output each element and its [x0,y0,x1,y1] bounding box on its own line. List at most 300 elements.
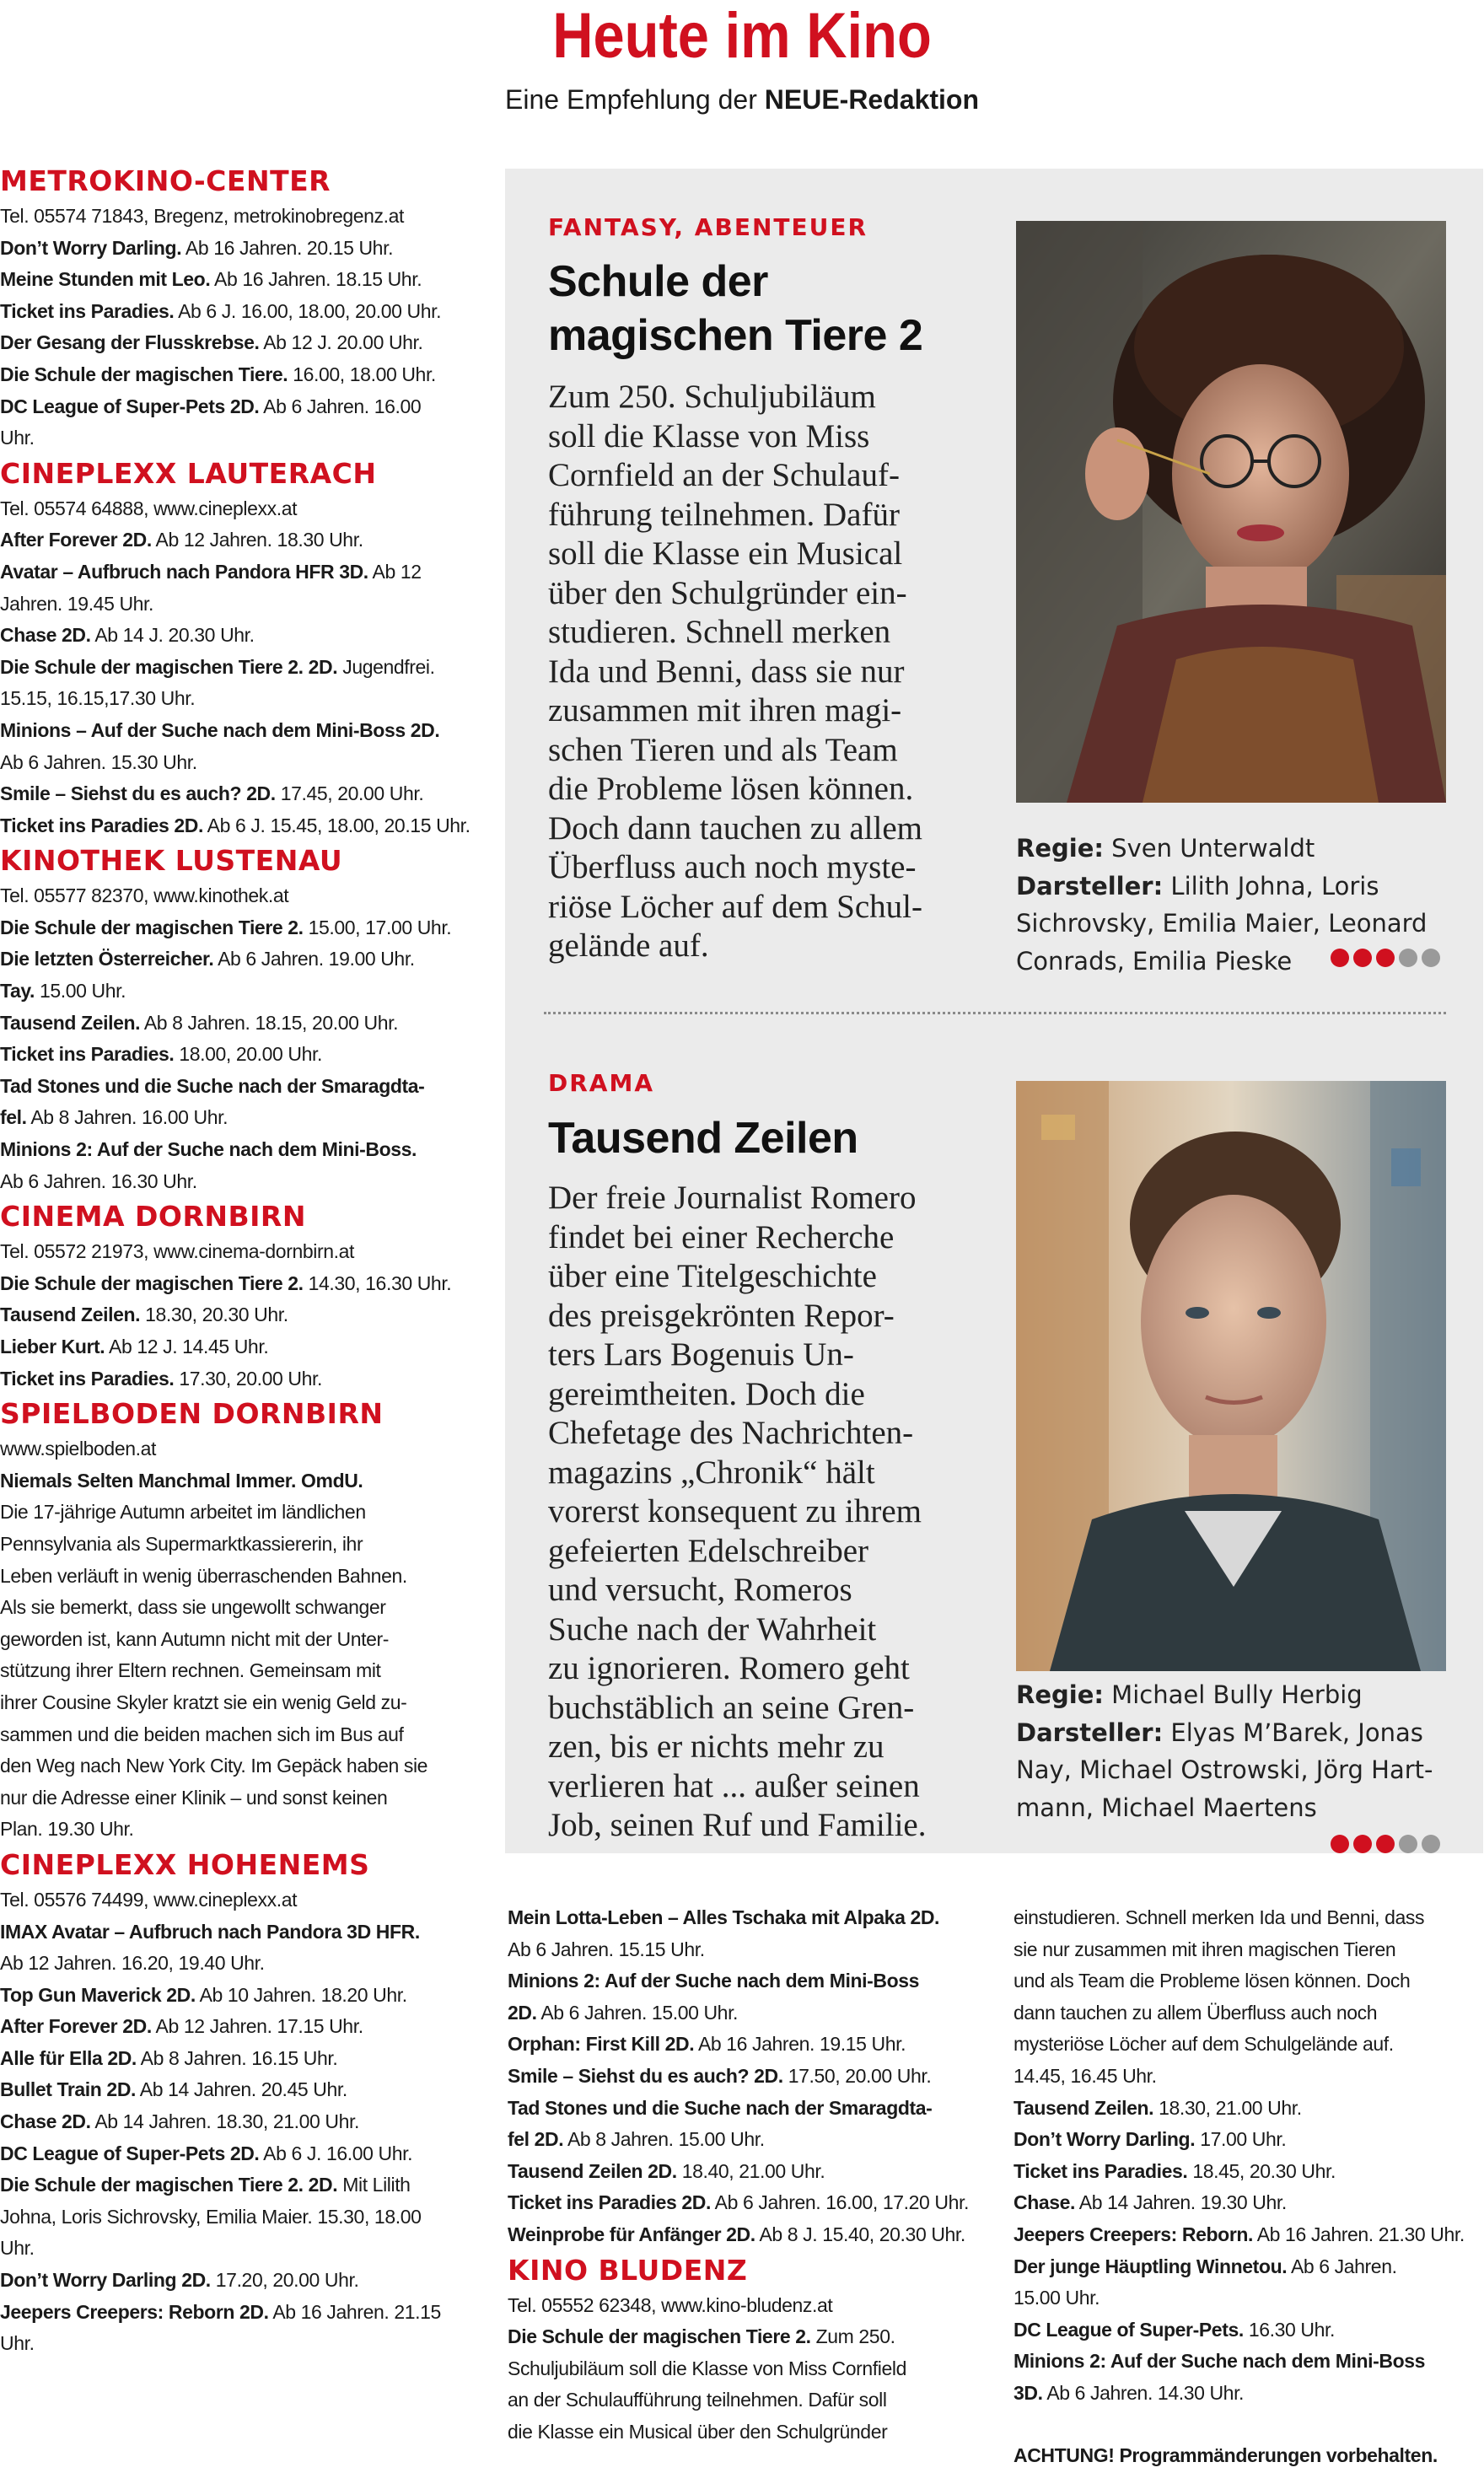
feature1-photo [1016,221,1446,803]
listing-detail: 18.30, 20.30 Uhr. [140,1304,288,1326]
movie-title: Die Schule der magischen Tiere 2. 2D. [0,2174,338,2196]
listing-line [0,715,489,747]
listing-line [1014,1934,1484,1966]
listing-detail: stützung ihrer Eltern rechnen. Gemeinsam mit [0,1659,381,1682]
listing-line [0,2043,489,2075]
movie-title: Bullet Train 2D. [0,2078,137,2101]
listing-detail: und als Team die Probleme lösen können. Doch [1014,1970,1411,1992]
listing-line [508,2321,997,2353]
listing-line [0,1687,489,1719]
listing-detail: 15.00 Uhr. [1014,2287,1100,2309]
movie-title: Tausend Zeilen. [1014,2096,1154,2119]
movie-title: Tay. [0,980,35,1003]
listing-line [1014,2346,1484,2378]
listing-detail: Johna, Loris Sichrovsky, Emilia Maier. 15.30, 18.00 [0,2205,422,2228]
text-line: magazins „Chronik“ hält [548,1454,875,1491]
text-line: die Probleme lösen können. [548,771,914,807]
rating-dot-filled [1353,1835,1372,1853]
listing-detail: 15.00 Uhr. [35,980,126,1003]
listing-detail: Tel. 05574 64888, www.cineplexx.at [0,497,298,519]
listing-detail: die Klasse ein Musical über den Schulgründer [508,2420,888,2443]
listing-line [1014,1965,1484,1997]
listing-line [0,1071,489,1103]
listing-detail: Tel. 05576 74499, www.cineplexx.at [0,1888,298,1911]
listing-line [0,1236,489,1268]
listing-line [0,1465,489,1497]
movie-title: Minions 2: Auf der Suche nach dem Mini-Boss [508,1970,920,1992]
listing-line [0,1299,489,1331]
movie-title: Don’t Worry Darling. [0,236,182,259]
feature2-photo [1016,1081,1446,1671]
movie-title: Top Gun Maverick 2D. [0,1983,196,2006]
text-line: Zum 250. Schuljubiläum [548,379,876,415]
listing-detail: 14.30, 16.30 Uhr. [303,1271,452,1294]
listing-detail: 17.45, 20.00 Uhr. [275,782,424,805]
listing-line [1014,1997,1484,2029]
rating-dot-filled [1376,949,1395,967]
listing-detail: Als sie bemerkt, dass sie ungewollt schwanger [0,1596,386,1619]
listing-detail: Uhr. [0,427,35,449]
listing-line [1014,2282,1484,2314]
movie-title: Tausend Zeilen. [0,1304,141,1326]
listing-line [1014,2156,1484,2188]
listing-detail: Plan. 19.30 Uhr. [0,1818,134,1841]
text-line: verlieren hat ... außer seinen [548,1767,920,1804]
listing-line [0,2328,489,2360]
listing-detail: Die 17-jährige Autumn arbeitet im ländlichen [0,1501,366,1524]
listing-detail: Zum 250. [810,2325,895,2348]
movie-title: 3D. [1014,2381,1043,2404]
darsteller-line: mann, Michael Maertens [1016,1793,1317,1822]
listing-detail: Ab 6 Jahren. 15.30 Uhr. [0,750,197,773]
listing-line [0,1916,489,1949]
movie-title: Die Schule der magischen Tiere 2. 2D. [0,655,338,678]
feature2-body [548,1179,1020,1846]
cinema-name: CINEMA DORNBIRN [0,1200,306,1234]
listing-line [0,2106,489,2138]
listing-detail: Jahren. 19.45 Uhr. [0,592,154,615]
listing-line [1014,2093,1484,2125]
movie-title: Niemals Selten Manchmal Immer. OmdU. [0,1469,363,1492]
listing-line [0,493,489,525]
listing-detail: mysteriöse Löcher auf dem Schulgelände auf. [1014,2033,1394,2056]
listing-detail: 14.45, 16.45 Uhr. [1014,2064,1157,2087]
listing-line [508,2219,997,2251]
listing-detail: Ab 16 Jahren. 19.15 Uhr. [694,2033,906,2056]
movie-title: Meine Stunden mit Leo. [0,268,211,291]
movie-title: Don’t Worry Darling. [1014,2128,1196,2151]
listing-line [0,1039,489,1071]
listing-detail: Pennsylvania als Supermarktkassiererin, ihr [0,1532,363,1555]
listing-line [1014,2061,1484,2093]
listing-line [508,2416,997,2449]
regie-label: Regie: [1016,834,1104,863]
woman-portrait-image [1016,221,1446,803]
listing-detail: Ab 14 Jahren. 18.30, 21.00 Uhr. [90,2110,360,2133]
listing-line [508,1965,997,1997]
darsteller-line: Conrads, Emilia Pieske [1016,946,1293,976]
listing-line [0,1948,489,1980]
listing-line [508,1997,997,2029]
listing-line [0,1750,489,1782]
listing-detail: Ab 6 Jahren. 15.00 Uhr. [536,2001,739,2024]
movie-title: fel. [0,1106,27,1129]
text-line: soll die Klasse von Miss [548,417,870,454]
feature1-rating [1331,949,1444,970]
listing-line [0,1719,489,1751]
feature2-genre: DRAMA [548,1069,655,1097]
listing-line [0,1884,489,1916]
movie-title: fel 2D. [508,2128,564,2151]
listing-line [0,524,489,556]
listing-detail: 17.30, 20.00 Uhr. [174,1367,323,1390]
movie-title: Jeepers Creepers: Reborn. [1014,2223,1254,2245]
listing-line [0,943,489,976]
listing-detail: Ab 16 Jahren. 21.15 [268,2300,441,2323]
listing-line [0,2201,489,2234]
regie-value: Sven Unterwaldt [1103,834,1315,863]
listing-line [0,201,489,233]
listing-detail: Ab 6 Jahren. 16.00, 17.20 Uhr. [710,2191,969,2214]
movie-title: Chase 2D. [0,624,91,647]
listing-line [1014,2378,1484,2410]
listing-detail: Ab 8 Jahren. 18.15, 20.00 Uhr. [140,1011,399,1034]
listing-detail: 16.00, 18.00 Uhr. [288,363,436,385]
movie-title: Ticket ins Paradies. [1014,2159,1188,2182]
listing-line [508,2061,997,2093]
listing-line [0,1529,489,1561]
listing-line [1014,2187,1484,2219]
subtitle-prefix: Eine Empfehlung der [505,84,765,115]
movie-title: DC League of Super-Pets. [1014,2318,1244,2341]
text-line: soll die Klasse ein Musical [548,535,903,572]
listing-detail: Tel. 05572 21973, www.cinema-dornbirn.at [0,1240,354,1263]
spacer [1014,2410,1484,2440]
text-line: zen, bis er nichts mehr zu [548,1728,884,1765]
movie-title: Die Schule der magischen Tiere 2. [508,2325,811,2348]
listing-detail: Ab 8 Jahren. 16.15 Uhr. [136,2046,338,2069]
listing-line [0,1592,489,1624]
movie-title: Tausend Zeilen 2D. [508,2159,677,2182]
listing-line [0,1134,489,1166]
listing-line [1014,2251,1484,2283]
listing-detail: Ab 16 Jahren. 18.15 Uhr. [210,268,422,291]
rating-dot-empty [1422,1835,1440,1853]
listing-detail: 15.00, 17.00 Uhr. [303,916,452,938]
listing-detail: Ab 16 Jahren. 20.15 Uhr. [181,236,394,259]
movie-title: Don’t Worry Darling 2D. [0,2269,211,2292]
feature1-body [548,378,1020,966]
listing-line [0,422,489,454]
movie-title: 2D. [508,2001,537,2024]
text-line: Cornfield an der Schulauf- [548,457,900,493]
listing-detail: Ab 6 Jahren. 16.30 Uhr. [0,1169,197,1192]
listing-line [0,2011,489,2043]
movie-title: Tausend Zeilen. [0,1011,141,1034]
feature1-darsteller [1016,868,1454,906]
feature2-title [548,1111,1020,1165]
text-line: Suche nach der Wahrheit [548,1610,877,1648]
feature2-rating [1331,1835,1444,1857]
listing-detail: 17.20, 20.00 Uhr. [210,2269,359,2292]
listing-detail: Leben verläuft in wenig überraschenden Bahnen. [0,1564,407,1587]
listing-line [508,2187,997,2219]
listing-detail: den Weg nach New York City. Im Gepäck haben sie [0,1755,428,1777]
darsteller-line: Elyas M’Barek, Jonas [1163,1718,1423,1747]
text-line: buchstäblich an seine Gren- [548,1689,915,1726]
cinema-name: SPIELBODEN DORNBIRN [0,1397,384,1431]
regie-label: Regie: [1016,1680,1104,1709]
listing-line [508,2384,997,2416]
text-line: Tausend Zeilen [548,1114,858,1163]
listing-line [0,1655,489,1687]
movie-title: After Forever 2D. [0,2015,152,2038]
text-line: Schule der [548,257,768,306]
listing-line [508,2093,997,2125]
listing-line [0,391,489,423]
page-title: Heute im Kino [552,0,932,72]
text-line: riöse Löcher auf dem Schul- [548,888,923,925]
listing-detail: 18.30, 21.00 Uhr. [1153,2096,1302,2119]
movie-title: Smile – Siehst du es auch? 2D. [0,782,276,805]
listing-detail: Ab 10 Jahren. 18.20 Uhr. [195,1983,407,2006]
text-line: zusammen mit ihren magi- [548,692,902,728]
text-line: gefeierten Edelschreiber [548,1532,869,1569]
text-line: studieren. Schnell merken [548,614,891,650]
listing-line [0,1331,489,1363]
listing-detail: geworden ist, kann Autumn nicht mit der Unter- [0,1627,389,1650]
listing-line [0,1624,489,1656]
listing-detail: Ab 16 Jahren. 21.30 Uhr. [1253,2223,1465,2245]
movie-title: DC League of Super-Pets 2D. [0,395,260,417]
movie-title: IMAX Avatar – Aufbruch nach Pandora 3D HFR. [0,1920,420,1943]
listing-line [0,1102,489,1134]
rating-dot-empty [1399,949,1417,967]
listing-detail: nur die Adresse einer Klinik – und sonst keinen [0,1786,388,1809]
movie-title: ACHTUNG! Programmänderungen vorbehalten. [1014,2443,1438,2466]
listing-detail: sie nur zusammen mit ihren magischen Tieren [1014,1938,1396,1960]
text-line: gereimtheiten. Doch die [548,1375,865,1412]
text-line: vorerst konsequent zu ihrem [548,1493,922,1529]
listing-line [0,556,489,589]
listing-line [0,976,489,1008]
listing-detail: Ab 12 Jahren. 16.20, 19.40 Uhr. [0,1952,265,1975]
movie-title: Chase. [1014,2191,1076,2214]
darsteller-label: Darsteller: [1016,1718,1164,1747]
listing-line [508,1934,997,1966]
movie-title: Die letzten Österreicher. [0,948,214,970]
listing-line [0,2074,489,2106]
listing-line [508,2290,997,2322]
listing-line [508,2124,997,2156]
movie-title: Minions 2: Auf der Suche nach dem Mini-Boss [1014,2350,1426,2373]
movie-title: Mein Lotta-Leben – Alles Tschaka mit Alpaka 2D. [508,1906,940,1928]
listing-detail: Ab 8 J. 15.40, 20.30 Uhr. [755,2223,965,2245]
text-line: magischen Tiere 2 [548,311,923,360]
movie-title: Avatar – Aufbruch nach Pandora HFR 3D. [0,560,368,583]
feature1-genre: FANTASY, ABENTEUER [548,213,868,241]
listing-detail: Schuljubiläum soll die Klasse von Miss Cornfield [508,2357,906,2379]
movie-title: Die Schule der magischen Tiere 2. [0,916,304,938]
listing-detail: Ab 12 Jahren. 17.15 Uhr. [151,2015,363,2038]
listing-detail: Ab 6 J. 16.00, 18.00, 20.00 Uhr. [174,299,442,322]
movie-title: Die Schule der magischen Tiere 2. [0,1271,304,1294]
text-line: findet bei einer Recherche [548,1218,895,1255]
listing-line [0,327,489,359]
listing-line [0,1561,489,1593]
listing-line [0,620,489,652]
section-divider [544,1012,1446,1014]
listing-detail: Ab 8 Jahren. 16.00 Uhr. [26,1106,229,1129]
listing-line [0,747,489,779]
rating-dot-filled [1331,949,1349,967]
cinema-name: KINOTHEK LUSTENAU [0,844,343,878]
listing-line [1014,2219,1484,2251]
feature2-credits [1016,1676,1454,1826]
darsteller-line: Sichrovsky, Emilia Maier, Leonard [1016,909,1428,938]
listing-detail: Ab 6 Jahren. [1287,2255,1397,2277]
regie-value: Michael Bully Herbig [1103,1680,1363,1709]
listing-line [0,2297,489,2329]
movie-title: Tad Stones und die Suche nach der Smaragdta- [508,2096,933,2119]
movie-title: Lieber Kurt. [0,1336,105,1357]
listing-detail: Tel. 05552 62348, www.kino-bludenz.at [508,2293,833,2316]
darsteller-line: Lilith Johna, Loris [1163,871,1379,900]
listing-detail: sammen und die beiden machen sich im Bus auf [0,1723,404,1745]
listing-detail: Ab 12 Jahren. 18.30 Uhr. [151,529,363,551]
right-listing-column [1014,1902,1484,2471]
rating-dot-filled [1353,949,1372,967]
text-line: über den Schulgründer ein- [548,574,907,611]
listing-detail: Ab 6 Jahren. 19.00 Uhr. [213,948,415,970]
listing-detail: Ab 12 J. 14.45 Uhr. [105,1336,269,1357]
middle-listing-column [508,1902,997,2449]
feature2-regie [1016,1676,1454,1714]
text-line: über eine Titelgeschichte [548,1258,877,1294]
movie-title: Ticket ins Paradies. [0,1043,175,1066]
listing-line [0,2233,489,2265]
listing-line [1014,2029,1484,2061]
movie-title: Ticket ins Paradies. [0,299,175,322]
rating-dot-empty [1399,1835,1417,1853]
text-line: Ida und Benni, dass sie nur [548,653,905,690]
listing-line [0,296,489,328]
text-line: Doch dann tauchen zu allem [548,809,922,847]
movie-title: Chase 2D. [0,2110,91,2133]
listing-line [1014,2440,1484,2472]
listing-line [0,880,489,912]
listing-detail: Ab 6 J. 15.45, 18.00, 20.15 Uhr. [202,814,470,836]
listing-detail: www.spielboden.at [0,1438,156,1460]
listing-detail: Tel. 05574 71843, Bregenz, metrokinobregenz.at [0,205,404,227]
movie-title: Jeepers Creepers: Reborn 2D. [0,2300,269,2323]
darsteller-line: Nay, Michael Ostrowski, Jörg Hart- [1016,1755,1433,1784]
listing-line [0,810,489,842]
listing-detail: Ab 14 J. 20.30 Uhr. [90,624,255,647]
text-line: schen Tieren und als Team [548,731,898,768]
listing-detail: Uhr. [0,2237,35,2260]
listing-detail: Ab 14 Jahren. 19.30 Uhr. [1075,2191,1287,2214]
listing-line [0,264,489,296]
left-listing-column [0,162,489,2360]
listing-line [0,359,489,391]
listing-detail: Ab 12 J. 20.00 Uhr. [259,331,423,354]
text-line: des preisgekrönten Repor- [548,1297,895,1334]
listing-detail: 18.45, 20.30 Uhr. [1187,2159,1336,2182]
listing-detail: 18.00, 20.00 Uhr. [174,1043,323,1066]
listing-line [0,1980,489,2012]
listing-detail: dann tauchen zu allem Überfluss auch noch [1014,2001,1378,2024]
movie-title: Ticket ins Paradies 2D. [508,2191,711,2214]
listing-detail: an der Schulaufführung teilnehmen. Dafür soll [508,2389,887,2411]
movie-title: Die Schule der magischen Tiere. [0,363,288,385]
feature2-darsteller [1016,1714,1454,1752]
feature1-regie [1016,830,1454,868]
listing-line [0,1782,489,1814]
listing-line [0,778,489,810]
text-line: Der freie Journalist Romero [548,1180,917,1216]
movie-title: Der junge Häuptling Winnetou. [1014,2255,1288,2277]
movie-title: After Forever 2D. [0,529,152,551]
listing-line [0,1268,489,1300]
man-portrait-image [1016,1081,1446,1671]
rating-dot-filled [1331,1835,1349,1853]
listing-detail: Tel. 05577 82370, www.kinothek.at [0,884,289,907]
movie-title: Minions 2: Auf der Suche nach dem Mini-Boss. [0,1138,417,1161]
listing-detail: Ab 6 Jahren. 14.30 Uhr. [1042,2381,1245,2404]
text-line: Chefetage des Nachrichten- [548,1415,914,1451]
movie-title: Ticket ins Paradies 2D. [0,814,203,836]
page-subtitle [0,83,1484,116]
listing-line [0,233,489,265]
listing-detail: 16.30 Uhr. [1243,2318,1335,2341]
listing-line [508,2029,997,2061]
listing-detail: ihrer Cousine Skyler kratzt sie ein wenig Geld zu- [0,1691,407,1713]
listing-line [1014,2314,1484,2347]
listing-line [1014,1902,1484,1934]
movie-title: Alle für Ella 2D. [0,2046,137,2069]
listing-detail: Ab 6 Jahren. 15.15 Uhr. [508,1938,705,1960]
text-line: zu ignorieren. Romero geht [548,1650,910,1686]
rating-dot-empty [1422,949,1440,967]
cinema-name: KINO BLUDENZ [508,2253,748,2287]
listing-detail: 17.50, 20.00 Uhr. [782,2064,932,2087]
listing-line [0,1814,489,1846]
listing-line [0,1433,489,1465]
listing-detail: 15.15, 16.15,17.30 Uhr. [0,687,196,710]
subtitle-bold: NEUE-Redaktion [764,84,979,115]
listing-detail: Ab 14 Jahren. 20.45 Uhr. [136,2078,347,2101]
listing-line [0,589,489,621]
cinema-name: METROKINO-CENTER [0,164,331,197]
cinema-name: CINEPLEXX HOHENEMS [0,1847,370,1881]
listing-line [508,1902,997,1934]
listing-line [1014,2124,1484,2156]
listing-detail: einstudieren. Schnell merken Ida und Benni, dass [1014,1906,1425,1928]
listing-detail: Jugendfrei. [337,655,435,678]
listing-line [0,683,489,715]
feature1-title [548,255,1020,363]
movie-title: Tad Stones und die Suche nach der Smaragdta- [0,1074,425,1097]
listing-line [0,2169,489,2201]
text-line: führung teilnehmen. Dafür [548,496,900,533]
listing-detail: 17.00 Uhr. [1195,2128,1287,2151]
rating-dot-filled [1376,1835,1395,1853]
movie-title: Weinprobe für Anfänger 2D. [508,2223,755,2245]
listing-detail: Ab 6 Jahren. 16.00 [259,395,422,417]
cinema-name: CINEPLEXX LAUTERACH [0,456,377,490]
listing-detail: Ab 12 [368,560,422,583]
